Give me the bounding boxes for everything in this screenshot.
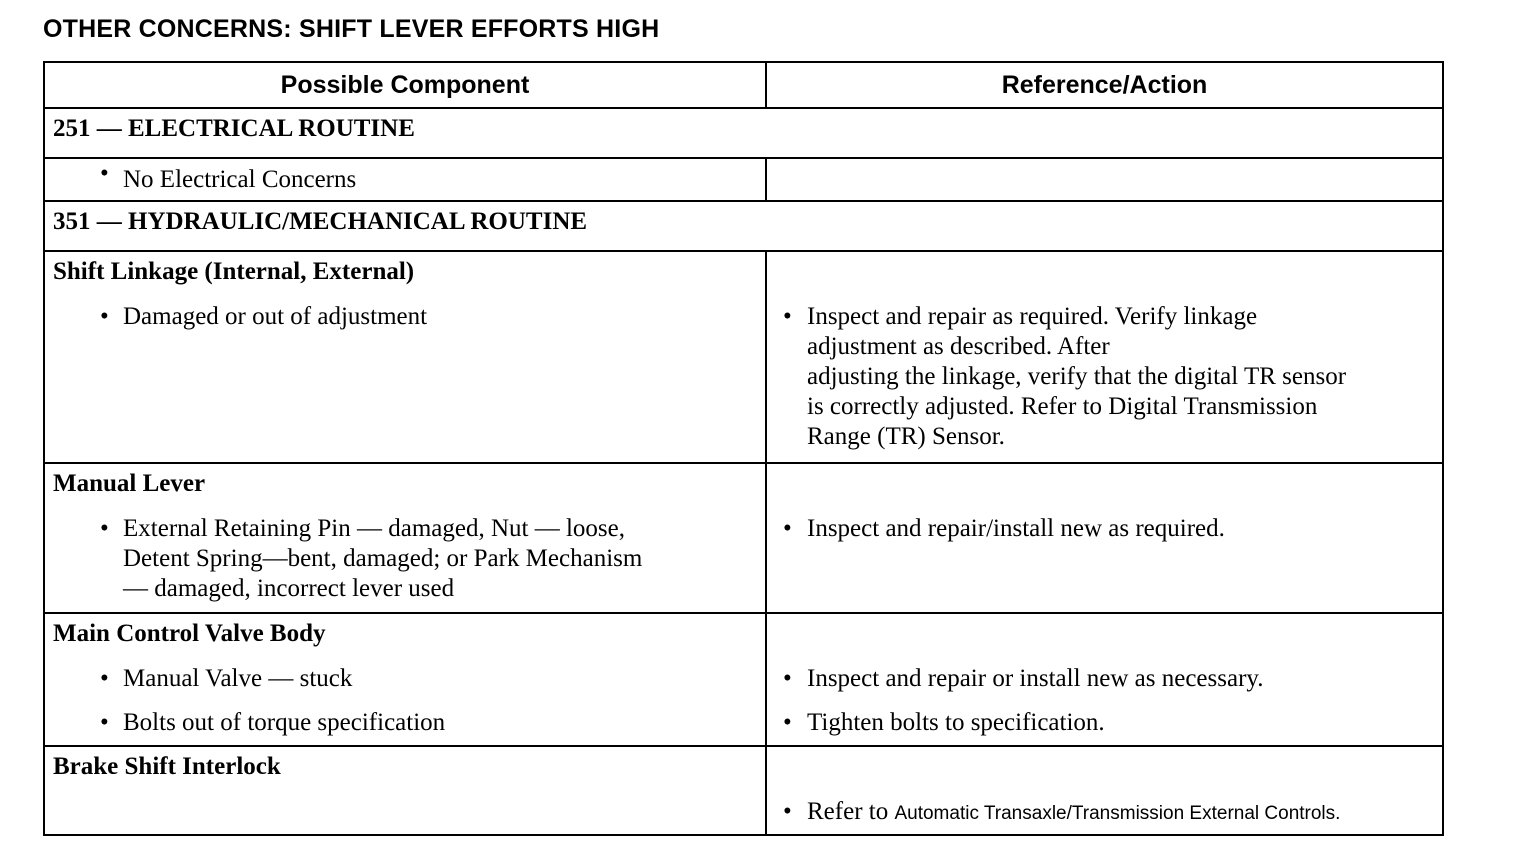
action-item bbox=[767, 302, 1442, 452]
section-row-hydraulic bbox=[44, 201, 1443, 251]
table-row bbox=[44, 158, 1443, 201]
action-prefix: Refer to bbox=[807, 798, 889, 825]
section-title-electrical: 251 — ELECTRICAL ROUTINE bbox=[44, 108, 1443, 158]
group-title-brake-shift-interlock: Brake Shift Interlock bbox=[53, 753, 281, 780]
page-title: OTHER CONCERNS: SHIFT LEVER EFFORTS HIGH bbox=[43, 15, 660, 43]
action-line: • Inspect and repair as required. Verify linkage bbox=[807, 303, 1258, 330]
component-item: • Bolts out of torque specification bbox=[45, 708, 765, 738]
action-cell bbox=[766, 251, 1443, 463]
concerns-table bbox=[43, 61, 1444, 836]
action-cell bbox=[766, 613, 1443, 746]
action-line: Range (TR) Sensor. bbox=[807, 423, 1005, 450]
action-line: is correctly adjusted. Refer to Digital Transmission bbox=[807, 393, 1318, 420]
section-row-electrical bbox=[44, 108, 1443, 158]
table-row bbox=[44, 463, 1443, 613]
column-header-component: Possible Component bbox=[44, 62, 766, 108]
table-row bbox=[44, 251, 1443, 463]
component-cell bbox=[44, 463, 766, 613]
component-item bbox=[45, 514, 765, 604]
action-cell bbox=[766, 746, 1443, 835]
header-row bbox=[44, 62, 1443, 108]
action-item bbox=[767, 797, 1442, 829]
component-line: Detent Spring—bent, damaged; or Park Mechanism bbox=[123, 545, 643, 572]
action-line: adjusting the linkage, verify that the digital TR sensor bbox=[807, 363, 1347, 390]
column-header-action: Reference/Action bbox=[766, 62, 1443, 108]
group-title-main-control-valve-body: Main Control Valve Body bbox=[53, 620, 326, 647]
component-item: • Manual Valve — stuck bbox=[45, 664, 765, 694]
action-line: adjustment as described. After bbox=[807, 333, 1110, 360]
component-cell bbox=[44, 251, 766, 463]
section-title-hydraulic: 351 — HYDRAULIC/MECHANICAL ROUTINE bbox=[44, 201, 1443, 251]
table-row bbox=[44, 613, 1443, 746]
component-line: • External Retaining Pin — damaged, Nut — loose, bbox=[123, 515, 625, 542]
action-item: • Tighten bolts to specification. bbox=[767, 708, 1442, 738]
reference-link[interactable]: Automatic Transaxle/Transmission External Controls. bbox=[894, 803, 1341, 824]
action-cell bbox=[766, 463, 1443, 613]
table-row bbox=[44, 746, 1443, 835]
action-cell bbox=[766, 158, 1443, 201]
group-title-shift-linkage: Shift Linkage (Internal, External) bbox=[53, 258, 415, 285]
component-item: • Damaged or out of adjustment bbox=[45, 302, 765, 332]
action-item: • Inspect and repair/install new as required. bbox=[767, 514, 1442, 544]
group-title-manual-lever: Manual Lever bbox=[53, 470, 206, 497]
component-cell bbox=[44, 613, 766, 746]
component-line: — damaged, incorrect lever used bbox=[123, 575, 455, 602]
action-item: • Inspect and repair or install new as necessary. bbox=[767, 664, 1442, 694]
component-item: • No Electrical Concerns bbox=[45, 159, 765, 195]
component-cell bbox=[44, 746, 766, 835]
component-cell bbox=[44, 158, 766, 201]
